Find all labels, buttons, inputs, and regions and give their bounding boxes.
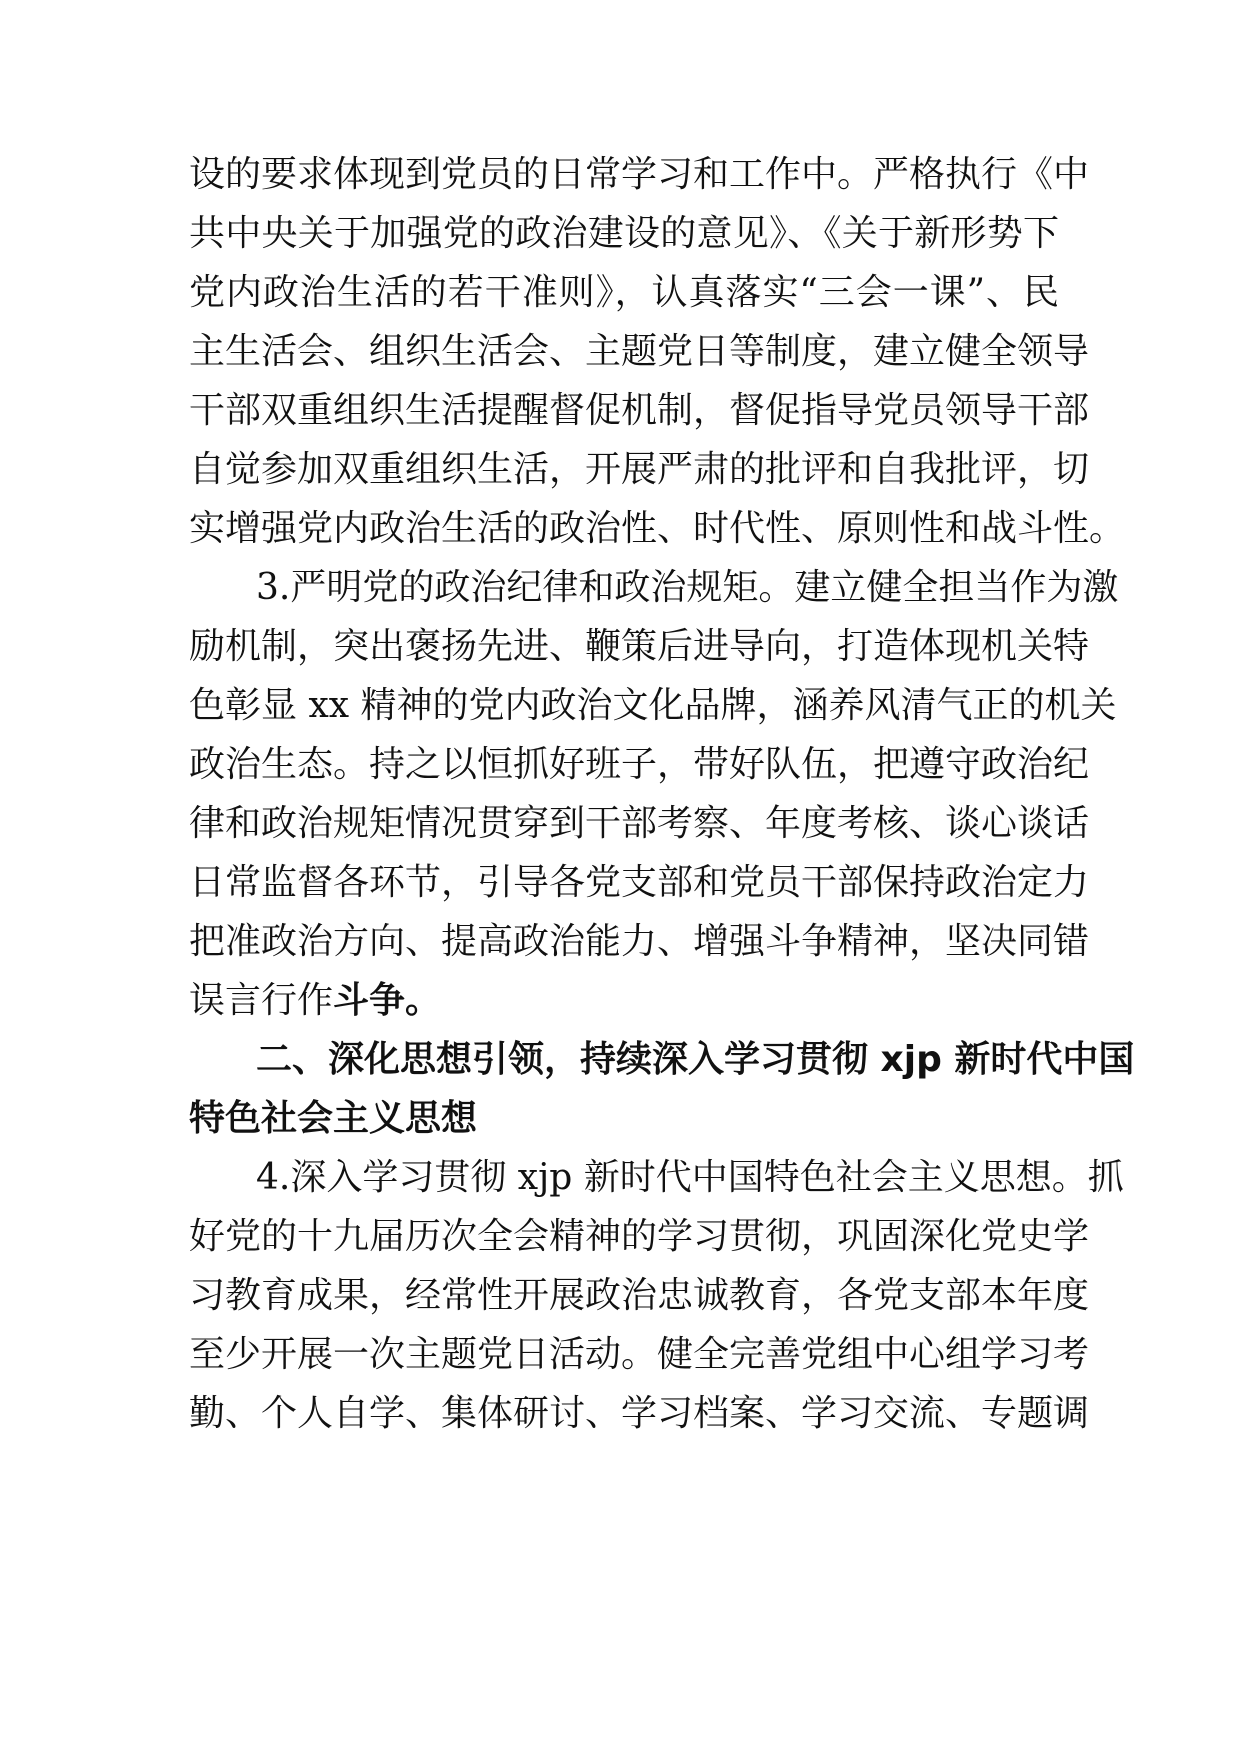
paragraph-line: 政治生态。持之以恒抓好班子，带好队伍，把遵守政治纪 <box>189 744 1090 785</box>
section-heading: 二、深化思想引领，持续深入学习贯彻 xjp 新时代中国 <box>256 1039 1135 1080</box>
paragraph-line: 3.严明党的政治纪律和政治规矩。建立健全担当作为激 <box>256 567 1119 608</box>
paragraph-line-last <box>189 976 1059 1026</box>
paragraph-line: 勤、个人自学、集体研讨、学习档案、学习交流、专题调 <box>189 1393 1090 1434</box>
paragraph-line: 励机制，突出褒扬先进、鞭策后进导向，打造体现机关特 <box>189 626 1090 667</box>
bold-text: 斗争。 <box>333 980 442 1021</box>
paragraph-line: 主生活会、组织生活会、主题党日等制度，建立健全领导 <box>189 331 1090 372</box>
section-heading: 特色社会主义思想 <box>189 1098 478 1139</box>
paragraph-line: 日常监督各环节，引导各党支部和党员干部保持政治定力 <box>189 862 1090 903</box>
paragraph-line: 4.深入学习贯彻 xjp 新时代中国特色社会主义思想。抓 <box>256 1157 1124 1198</box>
paragraph-line: 色彰显 xx 精神的党内政治文化品牌，涵养风清气正的机关 <box>189 685 1117 726</box>
paragraph-line: 好党的十九届历次全会精神的学习贯彻，巩固深化党史学 <box>189 1216 1090 1257</box>
paragraph-line: 自觉参加双重组织生活，开展严肃的批评和自我批评，切 <box>189 449 1090 490</box>
paragraph-line: 习教育成果，经常性开展政治忠诚教育，各党支部本年度 <box>189 1275 1090 1316</box>
paragraph-text: 误言行作 <box>189 980 334 1021</box>
paragraph-line: 干部双重组织生活提醒督促机制，督促指导党员领导干部 <box>189 390 1090 431</box>
paragraph-line: 党内政治生活的若干准则》，认真落实“三会一课”、民 <box>189 272 1059 313</box>
paragraph-line: 至少开展一次主题党日活动。健全完善党组中心组学习考 <box>189 1334 1090 1375</box>
paragraph-line: 把准政治方向、提高政治能力、增强斗争精神，坚决同错 <box>189 921 1090 962</box>
paragraph-line: 律和政治规矩情况贯穿到干部考察、年度考核、谈心谈话 <box>189 803 1090 844</box>
paragraph-line: 实增强党内政治生活的政治性、时代性、原则性和战斗性。 <box>189 508 1126 549</box>
paragraph-line: 共中央关于加强党的政治建设的意见》、《关于新形势下 <box>189 213 1059 254</box>
paragraph-line: 设的要求体现到党员的日常学习和工作中。严格执行《中 <box>189 154 1090 195</box>
